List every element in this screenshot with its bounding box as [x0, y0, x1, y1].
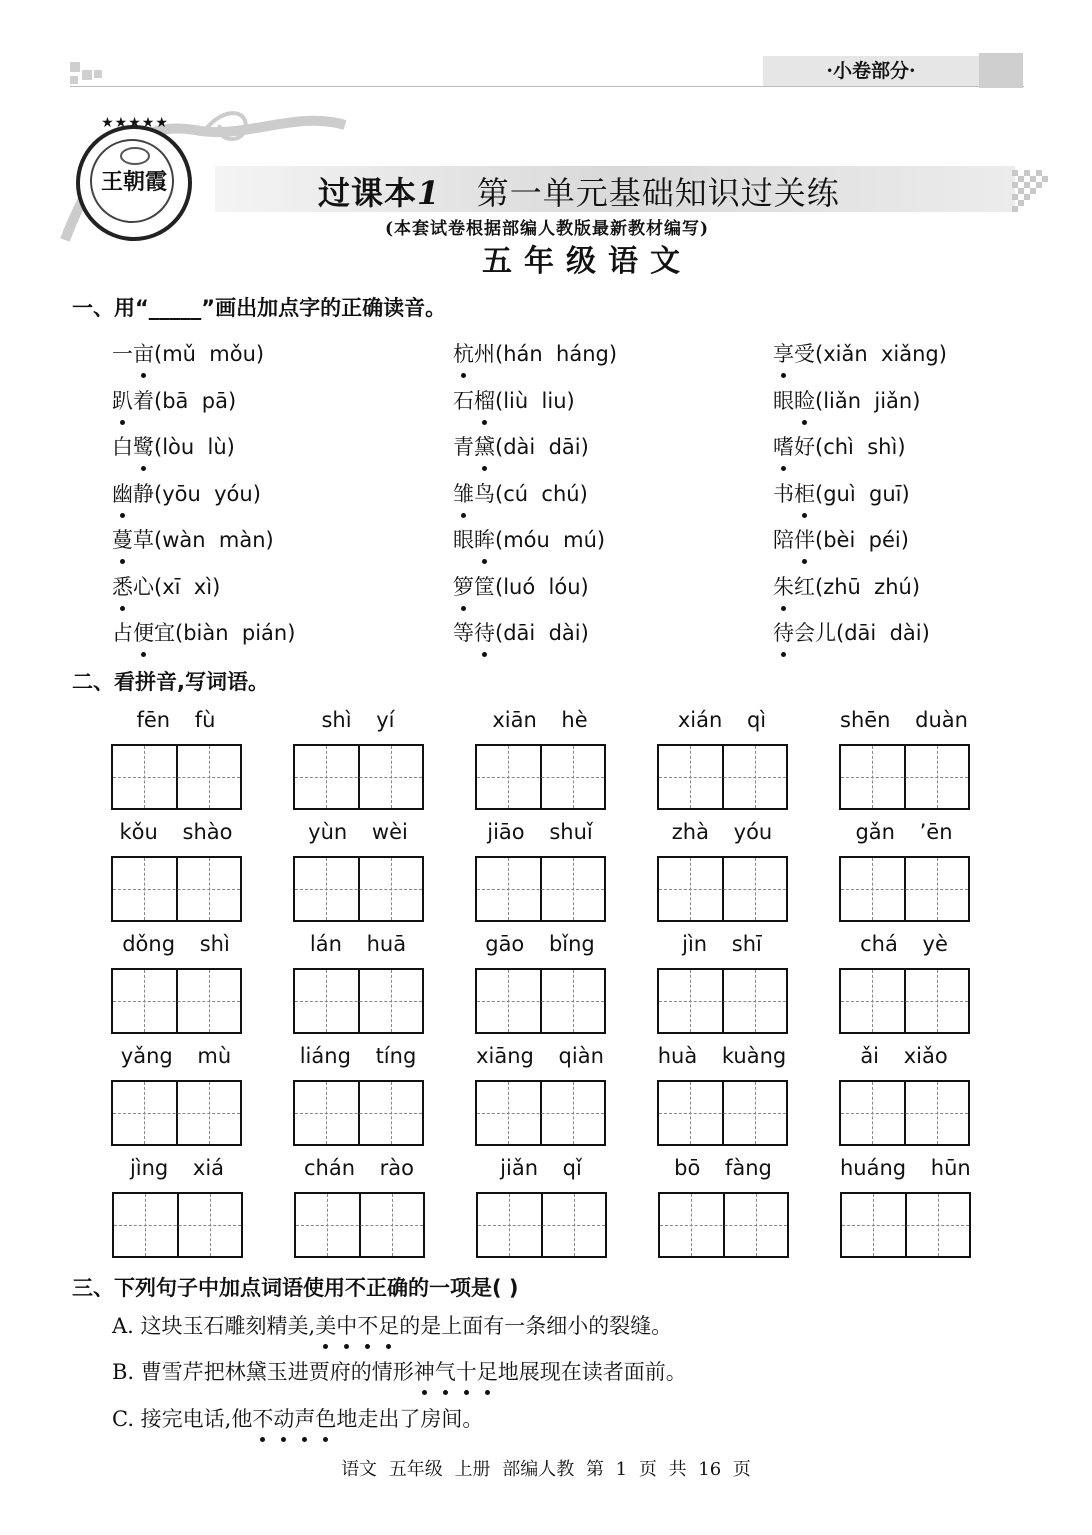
header-block [979, 53, 1023, 88]
pinyin-label: bō fàng [674, 1156, 772, 1180]
pinyin-label: zhà yóu [671, 820, 773, 844]
section1-heading: 一、用“_____”画出加点字的正确读音。 [72, 296, 447, 320]
grade-heading: 五年级语文 [482, 244, 692, 279]
writing-grid[interactable] [293, 856, 424, 922]
writing-grid[interactable] [475, 856, 606, 922]
item-word: 雏鸟 [453, 482, 495, 506]
item-pinyin-options: (móu mú) [495, 528, 606, 552]
pinyin-label: yùn wèi [308, 820, 408, 844]
pinyin-label: xiān hè [492, 708, 588, 732]
item-word: 蔓草 [112, 528, 154, 552]
writing-grid[interactable] [293, 1080, 424, 1146]
item-pinyin-options: (guì guī) [815, 481, 910, 506]
pronunciation-item [773, 338, 947, 368]
writing-grid[interactable] [475, 744, 606, 810]
item-word: 眼睑 [773, 389, 815, 413]
item-pinyin-options: (liǎn jiǎn) [815, 388, 921, 413]
checker-decoration [1012, 170, 1052, 214]
item-pinyin-options: (yōu yóu) [154, 481, 261, 506]
item-word: 待会儿 [773, 621, 836, 645]
logo-eye-icon [120, 147, 150, 165]
writing-grid[interactable] [111, 856, 242, 922]
item-word: 石榴 [453, 389, 495, 413]
pronunciation-item [112, 385, 236, 415]
pinyin-label: xián qì [677, 708, 767, 732]
item-word: 享受 [773, 342, 815, 366]
item-pinyin-options: (cú chú) [495, 481, 588, 506]
pronunciation-item [453, 338, 617, 368]
logo-stars: ★★★★★ [101, 115, 169, 131]
pinyin-label: ǎi xiǎo [860, 1044, 948, 1068]
pinyin-label: dǒng shì [122, 932, 230, 956]
pronunciation-item [773, 478, 910, 508]
writing-grid[interactable] [657, 856, 788, 922]
pronunciation-item [453, 617, 589, 647]
item-pinyin-options: (mǔ mǒu) [154, 342, 265, 366]
pinyin-label: liáng tíng [299, 1044, 417, 1068]
writing-grid[interactable] [293, 744, 424, 810]
item-pinyin-options: (luó lóu) [495, 574, 589, 599]
writing-grid[interactable] [657, 1080, 788, 1146]
writing-grid[interactable] [839, 744, 970, 810]
item-pinyin-options: (bā pā) [154, 388, 237, 413]
pinyin-label: huà kuàng [657, 1044, 787, 1068]
pinyin-label: chá yè [860, 932, 948, 956]
item-word: 等待 [453, 621, 495, 645]
pronunciation-item [773, 617, 930, 647]
item-word: 占便宜 [112, 621, 175, 645]
writing-grid[interactable] [112, 1192, 243, 1258]
answer-option [112, 1310, 672, 1340]
item-pinyin-options: (biàn pián) [175, 621, 296, 645]
item-pinyin-options: (xiǎn xiǎng) [815, 342, 947, 366]
item-word: 一亩 [112, 342, 154, 366]
corner-decoration [70, 62, 80, 72]
logo-name: 王朝霞 [100, 169, 167, 195]
title-prefix: 过课本 [318, 174, 418, 212]
option-text: A. 这块玉石雕刻精美, [112, 1314, 316, 1338]
item-word: 朱红 [773, 575, 815, 599]
pinyin-label: fēn fù [136, 708, 216, 732]
pronunciation-item [773, 571, 920, 601]
item-pinyin-options: (hán háng) [495, 342, 618, 366]
item-pinyin-options: (chì shì) [815, 435, 906, 459]
item-word: 眼眸 [453, 528, 495, 552]
page-title [318, 168, 840, 214]
pinyin-label: gāo bǐng [485, 932, 595, 956]
item-word: 幽静 [112, 482, 154, 506]
item-word: 杭州 [453, 342, 495, 366]
pinyin-label: kǒu shào [119, 820, 233, 844]
pronunciation-item [112, 338, 264, 368]
pronunciation-item [112, 617, 295, 647]
corner-decoration [94, 70, 102, 78]
option-text: 的是上面有一条细小的裂缝。 [399, 1314, 673, 1338]
item-pinyin-options: (lòu lù) [154, 435, 235, 459]
pinyin-label: huáng hūn [840, 1156, 971, 1180]
title-main: 第一单元基础知识过关练 [476, 174, 840, 212]
writing-grid[interactable] [657, 744, 788, 810]
dotted-phrase: 美中不足 [315, 1314, 399, 1338]
pronunciation-item [112, 478, 261, 508]
item-word: 悉心 [112, 575, 154, 599]
pinyin-label: shēn duàn [840, 708, 968, 732]
writing-grid[interactable] [475, 1080, 606, 1146]
writing-grid[interactable] [658, 1192, 789, 1258]
item-pinyin-options: (liù liu) [495, 388, 575, 413]
item-pinyin-options: (dāi dài) [495, 621, 589, 645]
pronunciation-item [773, 385, 920, 415]
item-word: 嗜好 [773, 435, 815, 459]
corner-decoration [82, 70, 92, 80]
pinyin-label: jìn shī [682, 932, 762, 956]
option-text: 地走出了房间。 [336, 1407, 484, 1431]
pronunciation-item [453, 431, 589, 461]
writing-grid[interactable] [111, 744, 242, 810]
writing-grid[interactable] [839, 1080, 970, 1146]
corner-decoration [70, 76, 78, 84]
item-word: 陪伴 [773, 528, 815, 552]
writing-grid[interactable] [476, 1192, 607, 1258]
writing-grid[interactable] [294, 1192, 425, 1258]
section3-heading: 三、下列句子中加点词语使用不正确的一项是( ) [72, 1276, 519, 1300]
pronunciation-item [112, 431, 235, 461]
item-pinyin-options: (wàn màn) [154, 528, 274, 552]
item-pinyin-options: (bèi péi) [815, 528, 909, 552]
writing-grid[interactable] [839, 856, 970, 922]
answer-option [112, 1356, 687, 1386]
pronunciation-item [773, 431, 906, 461]
item-pinyin-options: (xī xì) [154, 574, 221, 599]
pronunciation-item [453, 385, 575, 415]
dotted-phrase: 神气十足 [414, 1360, 498, 1384]
section2-heading: 二、看拼音,写词语。 [72, 670, 269, 694]
dotted-phrase: 不动声色 [252, 1407, 336, 1431]
option-text: B. 曹雪芹把林黛玉进贾府的情形 [112, 1360, 414, 1384]
pronunciation-item [453, 571, 589, 601]
item-pinyin-options: (dài dāi) [495, 435, 589, 459]
writing-grid[interactable] [111, 968, 242, 1034]
option-text: C. 接完电话,他 [112, 1407, 253, 1431]
pronunciation-item [112, 571, 220, 601]
pinyin-label: jiāo shuǐ [487, 820, 593, 844]
pronunciation-item [453, 524, 605, 554]
option-text: 地展现在读者面前。 [497, 1360, 687, 1384]
title-number: 1 [417, 174, 441, 212]
subtitle: (本套试卷根据部编人教版最新教材编写) [385, 219, 710, 239]
pinyin-label: xiāng qiàn [476, 1044, 604, 1068]
pinyin-label: lán huā [309, 932, 407, 956]
pronunciation-item [453, 478, 588, 508]
pronunciation-item [773, 524, 909, 554]
pinyin-label: shì yí [321, 708, 395, 732]
writing-grid[interactable] [111, 1080, 242, 1146]
item-pinyin-options: (zhū zhú) [815, 574, 921, 599]
pronunciation-item [112, 524, 274, 554]
top-rule [70, 86, 1024, 87]
page-footer: 语文 五年级 上册 部编人教 第 1 页 共 16 页 [341, 1459, 751, 1480]
writing-grid[interactable] [657, 968, 788, 1034]
writing-grid[interactable] [839, 968, 970, 1034]
section-tag: ·小卷部分· [763, 56, 979, 86]
item-word: 白鹭 [112, 435, 154, 459]
item-pinyin-options: (dāi dài) [836, 621, 930, 645]
pinyin-label: chán rào [303, 1156, 415, 1180]
answer-option [112, 1403, 483, 1433]
brand-logo [76, 115, 192, 241]
writing-grid[interactable] [293, 968, 424, 1034]
pinyin-label: gǎn ’ēn [855, 820, 953, 844]
writing-grid[interactable] [840, 1192, 971, 1258]
pinyin-label: yǎng mù [120, 1044, 232, 1068]
item-word: 箩筐 [453, 575, 495, 599]
pinyin-label: jiǎn qǐ [500, 1156, 582, 1180]
item-word: 书柜 [773, 482, 815, 506]
pinyin-label: jìng xiá [129, 1156, 225, 1180]
item-word: 青黛 [453, 435, 495, 459]
writing-grid[interactable] [475, 968, 606, 1034]
item-word: 趴着 [112, 389, 154, 413]
